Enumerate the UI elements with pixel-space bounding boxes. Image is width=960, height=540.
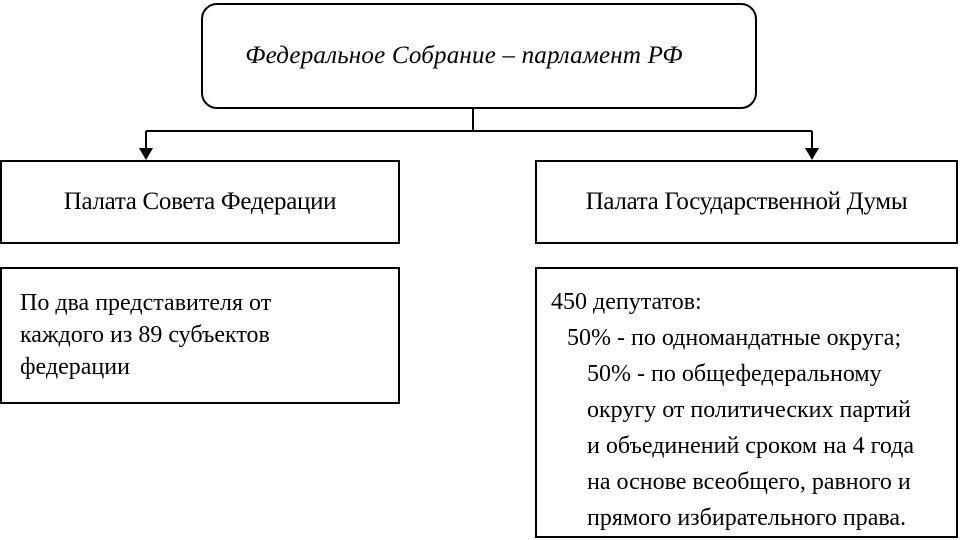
state-duma-header-box: [535, 160, 958, 244]
state-duma-detail-line: 450 депутатов:: [551, 289, 702, 315]
federation-council-detail-line: каждого из 89 субъектов: [20, 322, 270, 348]
state-duma-detail-line: округу от политических партий: [587, 397, 911, 423]
root-node-title: Федеральное Собрание – парламент РФ: [245, 42, 683, 69]
state-duma-detail-line: прямого избирательного права.: [587, 505, 907, 531]
federation-council-detail-line: По два представителя от: [20, 290, 272, 316]
federation-council-detail-line: федерации: [20, 354, 130, 380]
state-duma-details-box: [535, 267, 958, 538]
state-duma-detail-line: 50% - по общефедеральному: [587, 361, 882, 387]
state-duma-detail-line: 50% - по одномандатные округа;: [567, 325, 902, 351]
state-duma-detail-line: на основе всеобщего, равного и: [587, 469, 911, 495]
left-arrowhead-icon: [139, 148, 153, 160]
federation-council-title: Палата Совета Федерации: [63, 188, 337, 215]
root-node-box: [201, 3, 757, 109]
state-duma-detail-line: и объединений сроком на 4 года: [587, 433, 915, 459]
right-arrowhead-icon: [805, 148, 819, 160]
federation-council-header-box: [0, 160, 400, 244]
federation-council-details-box: [0, 267, 400, 404]
state-duma-title: Палата Государственной Думы: [585, 188, 908, 215]
